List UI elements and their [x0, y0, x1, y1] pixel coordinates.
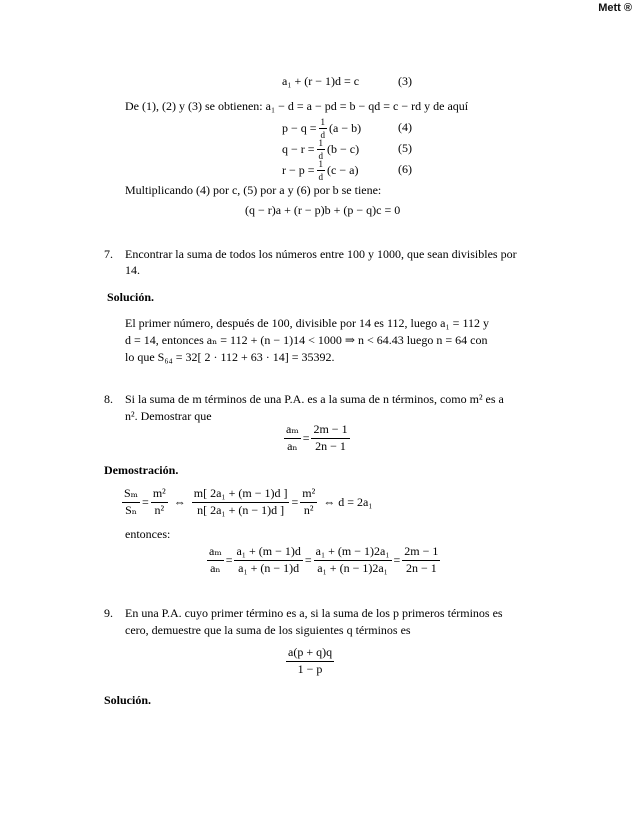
stmt-eq: = [302, 430, 310, 445]
problem-7-solution-line-2: d = 14, entonces aₙ = 112 + (n − 1)14 < 1000 ⇒ n < 64.43 luego n = 64 con [125, 333, 488, 347]
problem-8-number: 8. [104, 392, 113, 406]
problem-7-solution-line-3: lo que S₆₄ = 32[ 2 · 112 + 63 · 14] = 35392. [125, 350, 335, 364]
demo-m2: m² [151, 487, 168, 503]
equation-6 [282, 159, 358, 183]
problem-8-demo-title: Demostración. [104, 463, 179, 477]
equation-3 [282, 74, 359, 90]
demo-m2-ratio [151, 487, 168, 518]
eq6-lhs: r − p = [282, 163, 315, 178]
demo-equation [120, 487, 372, 518]
problem-9-formula [284, 646, 336, 677]
p9-fraction-den: 1 − p [297, 661, 323, 676]
p9-fraction [286, 646, 334, 677]
derivation-line: De (1), (2) y (3) se obtienen: a₁ − d = a − pd = b − qd = c − rd y de aquí [125, 99, 469, 113]
eq4-fraction-den: d [320, 130, 326, 141]
eq4-rhs: (a − b) [329, 121, 362, 136]
problem-8-line-2: n². Demostrar que [125, 409, 212, 423]
ent-f2-den: a₁ + (n − 1)2a₁ [317, 560, 388, 575]
demo-eq1: = [142, 494, 149, 509]
demo-iff2: ⇔ d = 2a₁ [323, 494, 373, 509]
problem-7-solution-title: Solución. [107, 290, 155, 304]
demo-m2-b: m² [300, 487, 317, 503]
stmt-ratio-den: 2n − 1 [315, 438, 346, 453]
ent-f2 [314, 545, 392, 576]
ent-am: aₘ [207, 545, 224, 561]
eq4-lhs: p − q = [282, 121, 317, 136]
ent-f1-num: a₁ + (m − 1)d [234, 545, 302, 561]
problem-7-line-2: 14. [125, 263, 140, 277]
final-identity: (q − r)a + (r − p)b + (p − q)c = 0 [245, 203, 401, 217]
entonces-label: entonces: [125, 527, 171, 541]
ent-f1-den: a₁ + (n − 1)d [238, 560, 300, 575]
demo-m2-ratio-b [300, 487, 317, 518]
demo-n2: n² [154, 502, 165, 517]
demo-s-ratio [122, 487, 140, 518]
stmt-ratio-num: 2m − 1 [311, 423, 349, 439]
equation-5-tag: (5) [398, 141, 412, 155]
problem-9-line-2: cero, demuestre que la suma de los siguientes q términos es [125, 623, 411, 637]
problem-9-number: 9. [104, 606, 113, 620]
eq6-fraction-den: d [318, 172, 324, 183]
entonces-equation [205, 545, 442, 576]
eq4-fraction-num: 1 [319, 117, 328, 129]
multiply-line: Multiplicando (4) por c, (5) por a y (6) por b se tiene: [125, 183, 382, 197]
ent-an: aₙ [210, 560, 221, 575]
demo-eq2: = [291, 494, 299, 509]
problem-7-solution-line-1: El primer número, después de 100, divisible por 14 es 112, luego a₁ = 112 y [125, 316, 489, 330]
problem-8-statement [282, 423, 352, 454]
eq6-fraction [317, 159, 326, 183]
problem-7-line-1: Encontrar la suma de todos los números entre 100 y 1000, que sean divisibles por [125, 247, 517, 261]
demo-iff1: ⇔ [173, 494, 186, 509]
problem-9-solution-title: Solución. [104, 693, 152, 707]
eq5-fraction-den: d [318, 151, 324, 162]
ent-f3-num: 2m − 1 [402, 545, 440, 561]
demo-sn: Sₙ [125, 502, 137, 517]
demo-big-num: m[ 2a₁ + (m − 1)d ] [192, 487, 290, 503]
eq6-fraction-num: 1 [317, 159, 326, 171]
ent-f3 [402, 545, 440, 576]
demo-n2-b: n² [303, 502, 314, 517]
problem-8-line-1: Si la suma de m términos de una P.A. es a la suma de n términos, como m² es a [125, 392, 504, 406]
p9-fraction-num: a(p + q)q [286, 646, 334, 662]
stmt-an: aₙ [287, 438, 298, 453]
ent-f2-num: a₁ + (m − 1)2a₁ [314, 545, 392, 561]
ent-eq3: = [393, 552, 401, 567]
eq5-fraction-num: 1 [317, 138, 326, 150]
demo-sm: Sₘ [122, 487, 140, 503]
brand-logo: Mett ® [598, 2, 632, 14]
stmt-ratio [311, 423, 349, 454]
problem-7-number: 7. [104, 247, 113, 261]
equation-6-tag: (6) [398, 162, 412, 176]
ent-eq1: = [225, 552, 233, 567]
ent-eq2: = [304, 552, 312, 567]
ent-f3-den: 2n − 1 [405, 560, 437, 575]
problem-9-line-1: En una P.A. cuyo primer término es a, si la suma de los p primeros términos es [125, 606, 503, 620]
ent-f1 [234, 545, 302, 576]
eq5-rhs: (b − c) [327, 142, 360, 157]
ent-a-ratio [207, 545, 224, 576]
stmt-am: aₘ [284, 423, 301, 439]
eq6-rhs: (c − a) [327, 163, 359, 178]
equation-4-tag: (4) [398, 120, 412, 134]
demo-big-den: n[ 2a₁ + (n − 1)d ] [197, 502, 285, 517]
equation-3-tag: (3) [398, 74, 412, 88]
demo-big-ratio [192, 487, 290, 518]
eq5-lhs: q − r = [282, 142, 315, 157]
equation-3-expr: a₁ + (r − 1)d = c [282, 74, 360, 88]
stmt-am-an [284, 423, 301, 454]
